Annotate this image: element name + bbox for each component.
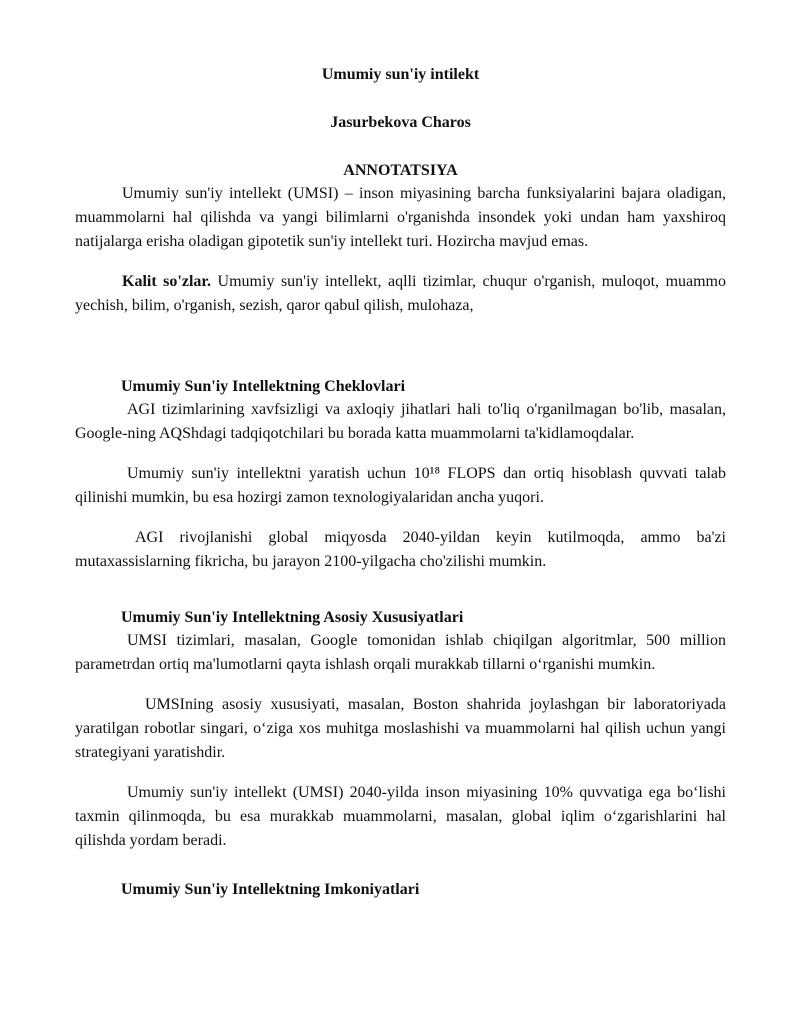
keywords-list: Umumiy sun'iy intellekt, aqlli tizimlar, chuqur o'rganish, muloqot, muammo yechish, bilim, o'rganish, sezish, qaror qabul qilish, mulohaza, <box>75 273 726 314</box>
section-heading-limitations: Umumiy Sun'iy Intellektning Cheklovlari <box>121 378 406 395</box>
section-heading-capabilities: Umumiy Sun'iy Intellektning Imkoniyatlari <box>121 881 420 898</box>
annotation-paragraph: Umumiy sun'iy intellekt (UMSI) – inson miyasining barcha funksiyalarini bajara oladigan, muammolarni hal qilishda va yangi bilimlarni o'rganishda insondek yoki undan ham yaxshiroq natijalarga erisha oladigan gipotetik sun'iy intellekt turi. Hozircha mavjud emas. <box>75 185 726 250</box>
annotation-heading: ANNOTATSIYA <box>343 162 458 179</box>
section-paragraph: UMSIning asosiy xususiyati, masalan, Boston shahrida joylashgan bir laboratoriyada yaratilgan robotlar singari, o‘ziga xos muhitga moslashishi va muammolarni hal qilish uchun yangi strategiyani yaratishdir. <box>75 696 726 761</box>
section-paragraph: UMSI tizimlari, masalan, Google tomonidan ishlab chiqilgan algoritmlar, 500 million parametrdan ortiq ma'lumotlarni qayta ishlash orqali murakkab tillarni o‘rganishi mumkin. <box>75 632 726 673</box>
section-heading-features: Umumiy Sun'iy Intellektning Asosiy Xususiyatlari <box>121 609 464 626</box>
keywords-paragraph <box>75 270 726 318</box>
document-title: Umumiy sun'iy intilekt <box>321 66 480 83</box>
keywords-label: Kalit so'zlar. <box>122 273 212 290</box>
document-page <box>75 64 726 901</box>
author-name: Jasurbekova Charos <box>330 114 471 131</box>
section-paragraph: Umumiy sun'iy intellektni yaratish uchun 10¹⁸ FLOPS dan ortiq hisoblash quvvati talab qilinishi mumkin, bu esa hozirgi zamon texnologiyalaridan ancha yuqori. <box>75 465 726 506</box>
section-paragraph: AGI rivojlanishi global miqyosda 2040-yildan keyin kutilmoqda, ammo ba'zi mutaxassislarning fikricha, bu jarayon 2100-yilgacha cho'zilishi mumkin. <box>75 529 726 570</box>
section-paragraph: AGI tizimlarining xavfsizligi va axloqiy jihatlari hali to'liq o'rganilmagan bo'lib, masalan, Google-ning AQShdagi tadqiqotchilari bu borada katta muammolarni ta'kidlamoqdalar. <box>75 401 726 442</box>
section-paragraph: Umumiy sun'iy intellekt (UMSI) 2040-yilda inson miyasining 10% quvvatiga ega bo‘lishi taxmin qilinmoqda, bu esa murakkab muammolarni, masalan, global iqlim o‘zgarishlarini hal qilishda yordam beradi. <box>75 784 726 849</box>
